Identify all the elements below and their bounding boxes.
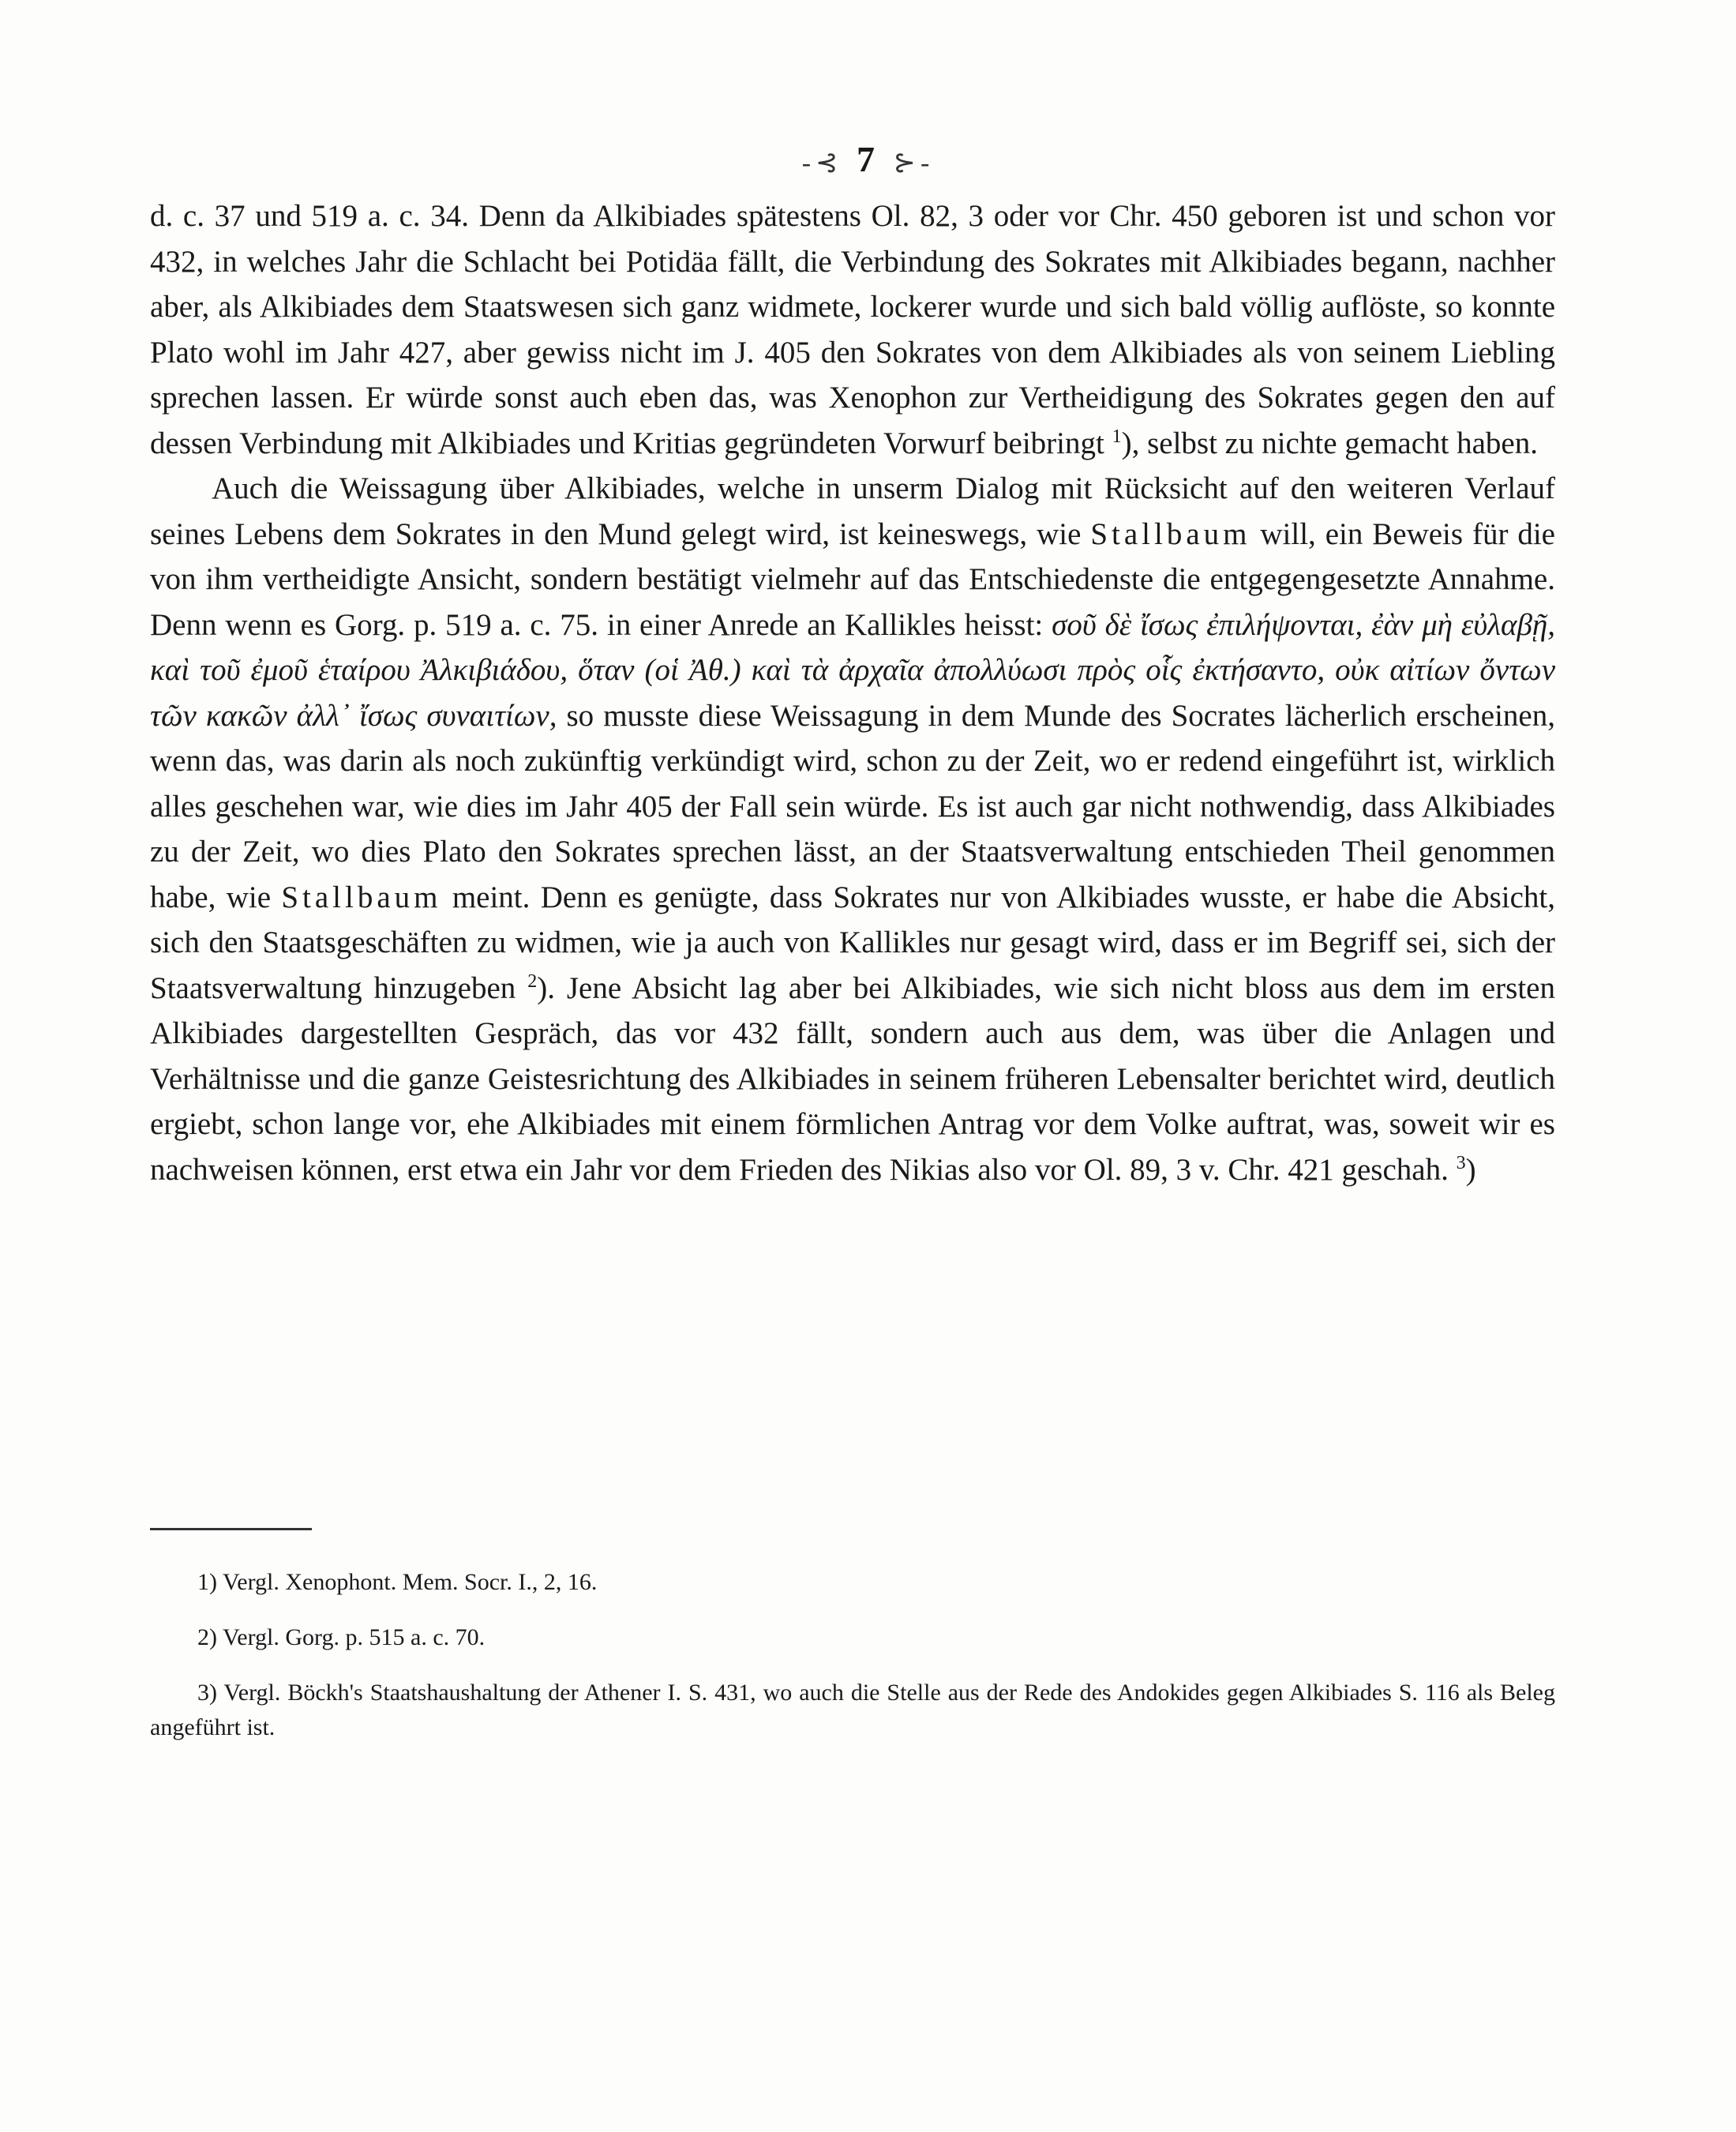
main-text (150, 193, 1555, 1192)
p2-text-c: so musste diese Weissagung in dem Munde des Socrates lächerlich erscheinen, wenn das, was darin als noch zukünftig verkündigt wird, schon zu der Zeit, wo er redend eingeführt ist, wirklich alles geschehen war, wie dies im Jahr 405 der Fall sein würde. Es ist auch gar nicht nothwendig, dass Alkibiades zu der Zeit, wo dies Plato den Sokrates sprechen lässt, an der Staatsverwaltung entschieden Theil genommen habe, wie (150, 698, 1555, 914)
footnote-divider (150, 1528, 312, 1530)
footnotes (150, 1565, 1555, 1766)
paragraph-2 (150, 466, 1555, 1192)
footnote-ref-3: 3 (1456, 1152, 1466, 1173)
p2-text-f: ) (1465, 1152, 1476, 1187)
footnote-2: 2) Vergl. Gorg. p. 515 a. c. 70. (197, 1624, 486, 1650)
footnote-ref-1: 1 (1112, 426, 1122, 447)
p1-text-b: ), selbst zu nichte gemacht haben. (1121, 426, 1538, 460)
author-name-stallbaum-2: Stallbaum (281, 880, 442, 914)
paragraph-1 (150, 193, 1555, 466)
p2-text-d: meint. Denn es genügte, dass Sokrates nur von Alkibiades wusste, er habe die Absicht, sich den Staatsgeschäften zu widmen, wie ja auch von Kallikles nur gesagt wird, dass er im Begriff sei, sich der Staatsverwaltung hinzugeben (150, 880, 1555, 1005)
ornament-left: -⊰ (801, 148, 843, 178)
footnote-3: 3) Vergl. Böckh's Staatshaushaltung der Athener I. S. 431, wo auch die Stelle aus der Rede des Andokides gegen Alkibiades S. 116 als Beleg angeführt ist. (150, 1680, 1555, 1740)
p2-text-a: Auch die Weissagung über Alkibiades, welche in unserm Dialog mit Rücksicht auf den weiteren Verlauf seines Lebens dem Sokrates in den Mund gelegt wird, ist keineswegs, wie (150, 471, 1555, 551)
greek-quotation: σοῦ δὲ ἴσως ἐπιλήψονται, ἐὰν μὴ εὐλαβῇ, καὶ τοῦ ἐμοῦ ἑταίρου Ἀλκιβιάδου, ὅταν (οἱ Ἀθ.) καὶ τὰ ἀρχαῖα ἀπολλύωσι πρὸς οἷς ἐκτήσαντο, οὐκ αἰτίων ὄντων τῶν κακῶν ἀλλ᾽ ἴσως συναιτίων, (150, 607, 1556, 733)
author-name-stallbaum: Stallbaum (1090, 516, 1251, 551)
p2-text-b: will, ein Beweis für die von ihm vertheidigte Ansicht, sondern bestätigt vielmehr auf das Entschiedenste die entgegengesetzte Annahme. Denn wenn es Gorg. p. 519 a. c. 75. in einer Anrede an Kallikles heisst: (150, 516, 1555, 642)
ornament-right: ⊱- (893, 148, 935, 178)
p2-text-e: ). Jene Absicht lag aber bei Alkibiades, wie sich nicht bloss aus dem im ersten Alkibiades dargestellten Gespräch, das vor 432 fällt, sondern auch aus dem, was über die Anlagen und Verhältnisse und die ganze Geistesrichtung des Alkibiades in seinem früheren Lebensalter berichtet wird, deutlich ergiebt, schon lange vor, ehe Alkibiades mit einem förmlichen Antrag vor dem Volke auftrat, was, soweit wir es nachweisen können, erst etwa ein Jahr vor dem Frieden des Nikias also vor Ol. 89, 3 v. Chr. 421 geschah. (150, 970, 1555, 1187)
p1-text-a: d. c. 37 und 519 a. c. 34. Denn da Alkibiades spätestens Ol. 82, 3 oder vor Chr. 450 geboren ist und schon vor 432, in welches Jahr die Schlacht bei Potidäa fällt, die Verbindung des Sokrates mit Alkibiades begann, nachher aber, als Alkibiades dem Staatswesen sich ganz widmete, lockerer wurde und sich bald völlig auflöste, so konnte Plato wohl im Jahr 427, aber gewiss nicht im J. 405 den Sokrates von dem Alkibiades als von seinem Liebling sprechen lassen. Er würde sonst auch eben das, was Xenophon zur Vertheidigung des Sokrates gegen den auf dessen Verbindung mit Alkibiades und Kritias gegründeten Vorwurf beibringt (150, 199, 1555, 460)
page-header (0, 138, 1736, 180)
footnote-1: 1) Vergl. Xenophont. Mem. Socr. I., 2, 16. (197, 1569, 598, 1595)
footnote-ref-2: 2 (527, 970, 538, 992)
page-number: 7 (857, 139, 879, 179)
